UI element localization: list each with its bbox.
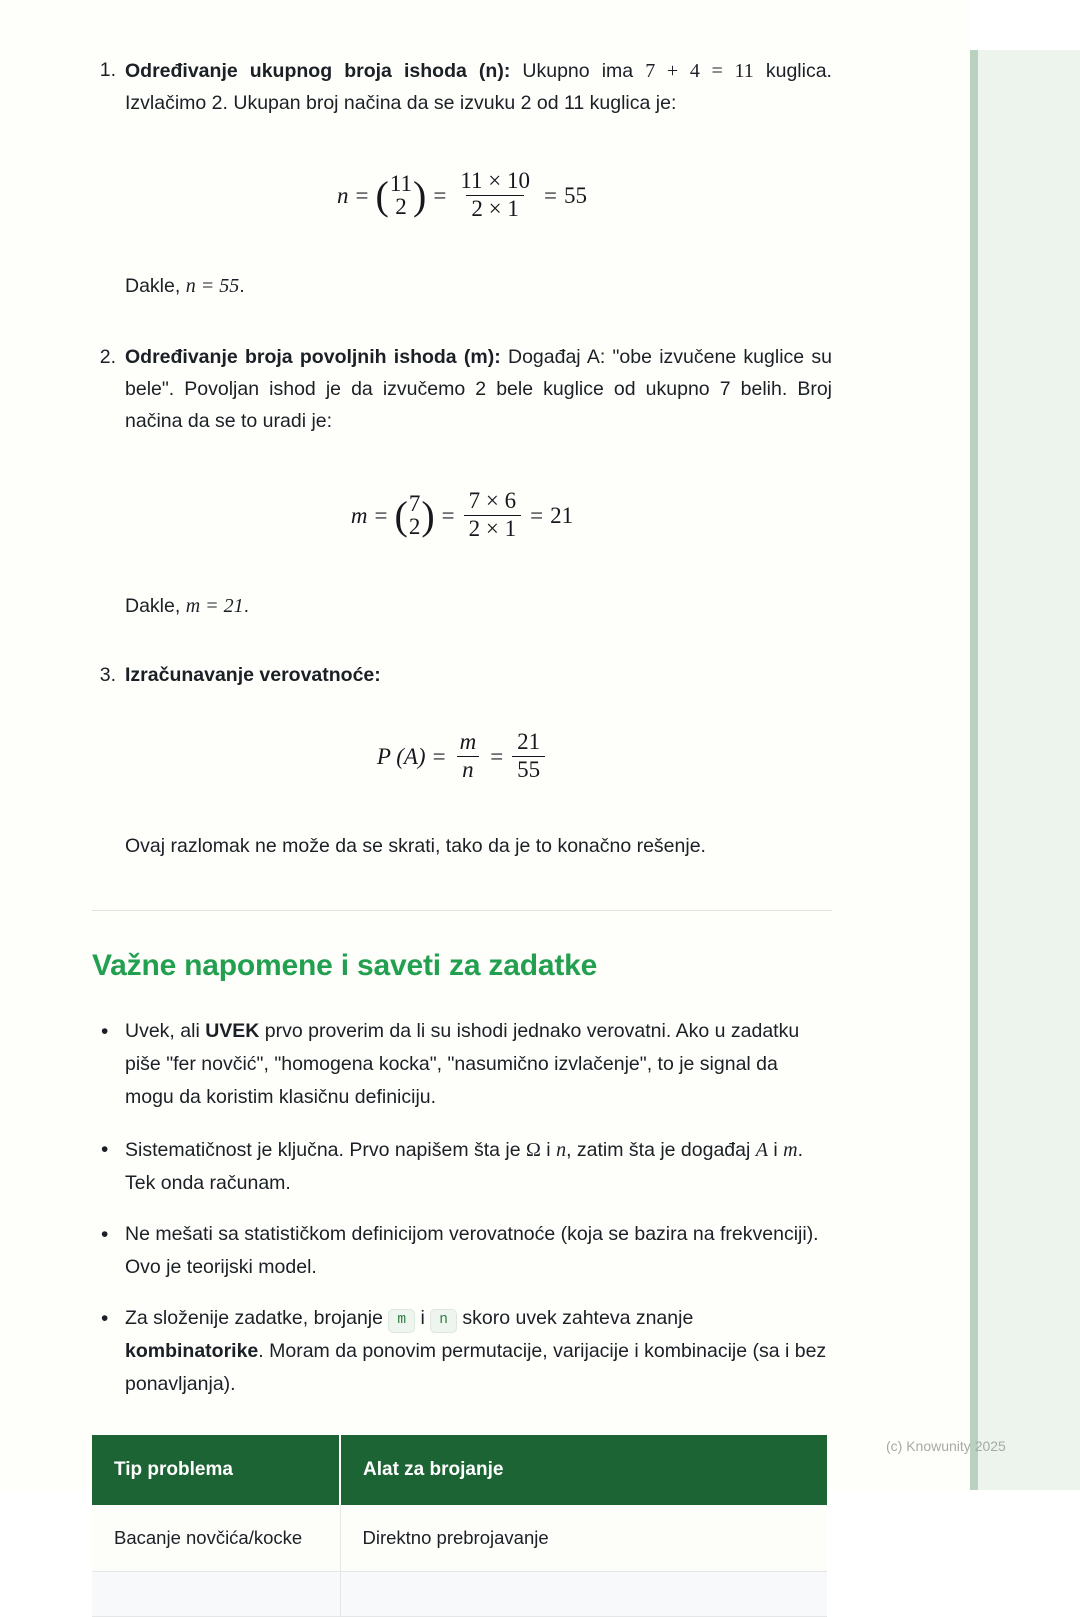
n-symbol: n [556, 1138, 567, 1161]
table-row [92, 1505, 827, 1572]
tip-text-part3: , zatim šta je događaj [566, 1138, 756, 1161]
binomial-coefficient [376, 172, 427, 218]
right-paren: ) [413, 172, 427, 218]
table-cell-counting-tool [340, 1571, 827, 1616]
step-lead-label: Određivanje ukupnog broja ishoda (n): [125, 60, 511, 82]
tip-text-part4: . Moram da ponovim permutacije, varijacije i kombinacije (sa i bez ponavljanja). [125, 1340, 827, 1396]
table-row [92, 1571, 827, 1616]
equals-1: = [355, 182, 369, 208]
fraction-denominator: 2 × 1 [466, 195, 523, 222]
code-chip-m: m [388, 1309, 415, 1333]
fraction-denominator: 2 × 1 [464, 515, 521, 542]
step-body [125, 342, 832, 437]
fraction-numerator: 7 × 6 [468, 488, 517, 514]
solution-step-1 [92, 55, 832, 302]
step-conclusion-text: Ovaj razlomak ne može da se skrati, tako da je to konačno rešenje. [125, 834, 706, 857]
left-paren: ( [394, 492, 408, 538]
tip-text-part1: Ne mešati sa statističkom definicijom verovatnoće (koja se bazira na frekvenciji). Ovo je teorijski model. [125, 1222, 819, 1279]
fraction-mn [455, 730, 482, 783]
step-number: 3. [99, 664, 116, 687]
solution-steps-list [92, 55, 832, 862]
code-chip-n: n [430, 1309, 457, 1333]
conclusion-suffix: . [239, 274, 245, 297]
step-body [125, 55, 832, 119]
tip-bold-uvek: UVEK [205, 1020, 260, 1043]
inline-math-sum: 7 + 4 = 11 [645, 60, 754, 82]
tip-item-3 [92, 1218, 832, 1284]
tip-text-part5: . Tek onda računam. [125, 1138, 804, 1194]
equals-2: = [433, 182, 447, 208]
step-conclusion [125, 270, 832, 303]
tip-text-part3: skoro uvek zahteva znanje [456, 1307, 694, 1330]
step-lead-label: Izračunavanje verovatnoće: [125, 664, 381, 687]
fraction-denominator: n [457, 756, 479, 783]
tip-item-4 [92, 1302, 832, 1401]
equals-1: = [432, 743, 446, 769]
tip-text-part1: Uvek, ali [125, 1020, 206, 1043]
equals-3: = [543, 182, 557, 208]
scrollbar-track[interactable] [975, 50, 1080, 1490]
equals-1: = [374, 502, 388, 528]
table-cell-counting-tool: Direktno prebrojavanje [340, 1505, 827, 1572]
step-number: 1. [99, 59, 116, 81]
formula-probability [92, 730, 832, 783]
tips-list [92, 1015, 832, 1401]
tip-text-part1: Za složenije zadatke, brojanje [125, 1307, 389, 1330]
step-text-a: Ukupno ima [510, 60, 646, 82]
fraction [455, 169, 535, 222]
tip-item-2 [92, 1133, 832, 1200]
tip-text-part2: prvo proverim da li su ishodi jednako verovatni. Ako u zadatku piše "fer novčić", "homogena kocka", "nasumično izvlačenje", to je signal da mogu da koristim klasičnu definiciju. [125, 1020, 800, 1109]
tip-text-part2: i [415, 1307, 431, 1330]
table-header-tip-problema: Tip problema [92, 1435, 340, 1505]
formula-m [92, 489, 832, 542]
table-cell-problem-type [92, 1571, 340, 1616]
step-number: 2. [99, 346, 116, 369]
step-text-b: kuglica. Izvlačimo 2. Ukupan broj načina da se izvuku 2 od 11 kuglica je: [125, 60, 832, 114]
content-column [92, 0, 832, 1617]
scrollbar-thumb[interactable] [970, 50, 978, 1490]
equals-2: = [490, 743, 504, 769]
conclusion-prefix: Dakle, [125, 594, 186, 617]
equals-3: = [530, 502, 544, 528]
binom-bottom: 2 [408, 514, 421, 540]
section-divider [92, 910, 832, 911]
tip-text-part2: i [540, 1138, 557, 1161]
table-cell-problem-type: Bacanje novčića/kocke [92, 1505, 340, 1572]
watermark-copyright: (c) Knowunity 2025 [886, 1438, 1006, 1454]
table-header-alat-za-brojanje: Alat za brojanje [340, 1435, 827, 1505]
binom-top: 11 [389, 171, 413, 197]
binomial-coefficient [395, 492, 435, 538]
conclusion-math: m = 21 [185, 594, 244, 617]
tip-text-part4: i [767, 1138, 784, 1161]
binom-top: 7 [408, 491, 421, 517]
conclusion-prefix: Dakle, [125, 274, 186, 297]
step-text-a: Događaj A: "obe izvučene kuglice su bele". Povoljan ishod je da izvučemo 2 bele kuglice od ukupno 7 belih. Broj načina da se to uradi je: [125, 346, 832, 432]
formula-result: 55 [563, 182, 587, 208]
tip-text-part1: Sistematičnost je ključna. Prvo napišem šta je [125, 1138, 527, 1161]
a-symbol: A [755, 1138, 768, 1161]
step-lead-label: Određivanje broja povoljnih ishoda (m): [125, 346, 501, 369]
fraction-denominator: 55 [512, 756, 545, 783]
table-header-row [92, 1435, 827, 1505]
step-body [125, 660, 832, 692]
right-paren: ) [421, 492, 435, 538]
conclusion-math: n = 55 [185, 274, 240, 297]
fraction-numerator: 21 [517, 728, 541, 754]
fraction-2155 [512, 730, 545, 783]
fraction-numerator: 11 × 10 [460, 168, 530, 194]
formula-result: 21 [550, 502, 574, 528]
formula-lhs: P (A) [376, 743, 426, 769]
solution-step-3 [92, 660, 832, 862]
step-conclusion [125, 590, 832, 623]
solution-step-2 [92, 342, 832, 622]
formula-lhs: m [350, 502, 368, 528]
m-symbol: m [783, 1138, 798, 1161]
left-paren: ( [375, 172, 389, 218]
fraction-numerator: m [459, 728, 477, 754]
tip-bold-kombinatorike: kombinatorike [125, 1340, 259, 1363]
conclusion-suffix: . [243, 594, 250, 617]
equals-2: = [441, 502, 455, 528]
formula-lhs: n [337, 182, 349, 208]
reference-table [92, 1435, 827, 1617]
tip-item-1 [92, 1015, 832, 1114]
formula-n [92, 169, 832, 222]
fraction [464, 489, 521, 542]
omega-symbol: Ω [526, 1138, 541, 1161]
page-title: Važne napomene i saveti za zadatke [92, 949, 598, 983]
binom-bottom: 2 [395, 194, 407, 220]
